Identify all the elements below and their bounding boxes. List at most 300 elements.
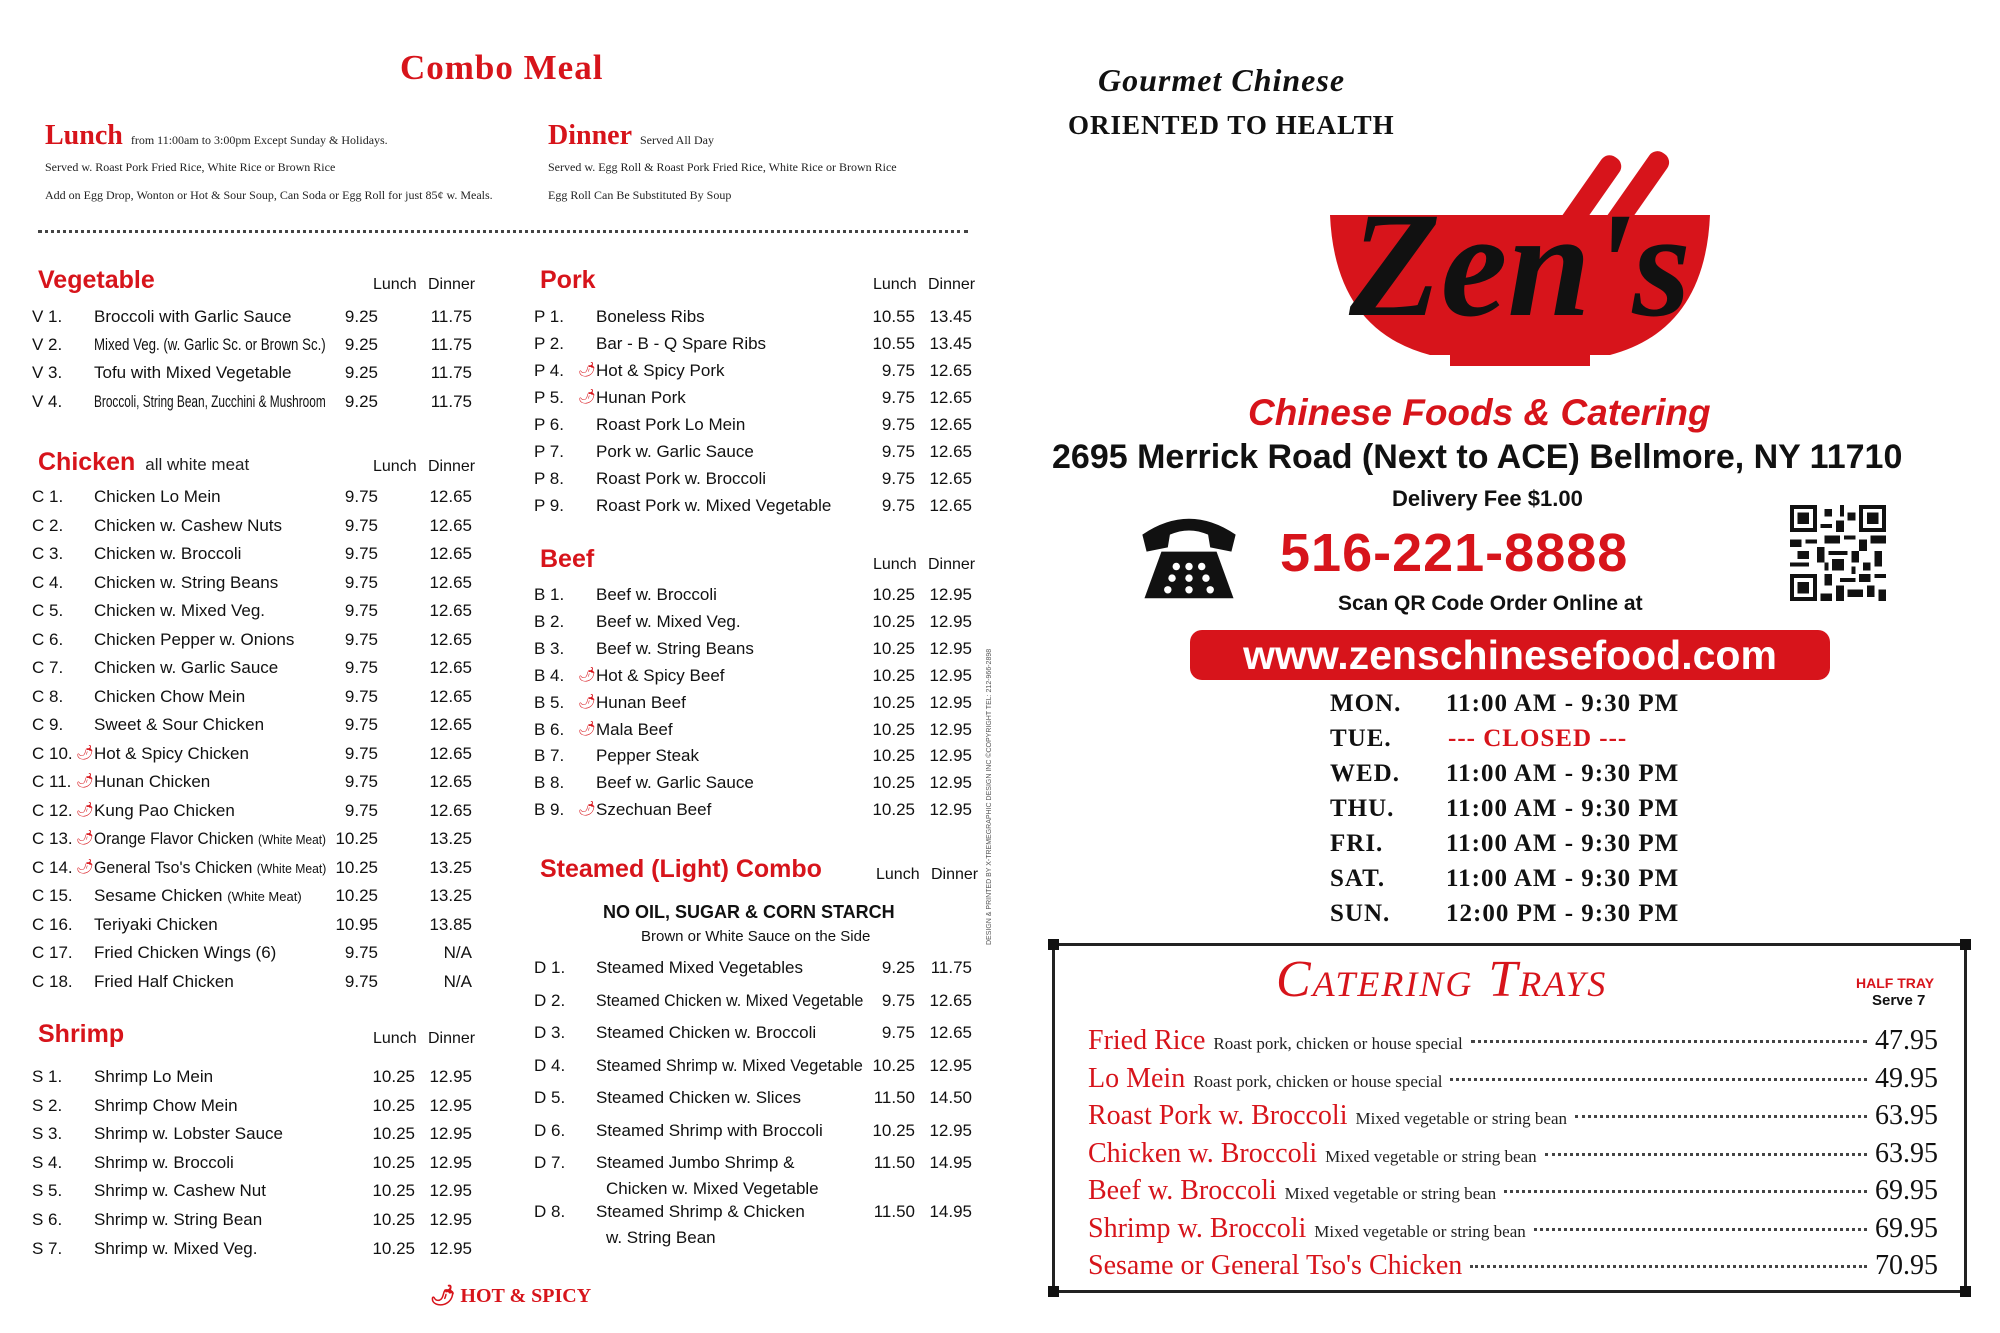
item-name-text: Beef w. String Beans [596,638,754,658]
item-name [596,1023,816,1043]
item-code: S 5. [32,1181,63,1201]
dinner-price: 11.75 [430,363,472,383]
dinner-price: 12.65 [429,487,472,506]
item-name-text: Hunan Beef [596,692,686,712]
item-code: P 7. [534,442,564,461]
item-name [94,829,326,849]
item-name-line2: w. String Bean [606,1227,716,1247]
steamed-note-no-oil: NO OIL, SUGAR & CORN STARCH [603,902,895,922]
item-name-text: Sweet & Sour Chicken [94,715,265,734]
lunch-served: Served w. Roast Pork Fried Rice, White Rice or Brown Rice [45,160,336,174]
item-code: D 1. [534,958,566,977]
item-code: C 2. [32,515,64,535]
steamed-dinner-header: Dinner [931,866,979,883]
dot-leader [1504,1190,1867,1193]
catering-item-name: Shrimp w. Broccoli [1088,1212,1307,1244]
hours-day: TUE. [1330,725,1392,752]
vegetable-title: Vegetable [38,266,155,294]
qr-code[interactable] [1790,505,1886,601]
dot-leader [1471,1040,1867,1043]
lunch-price: 10.25 [335,829,378,848]
dot-leader [1450,1078,1867,1081]
item-name-text: Steamed Chicken w. Broccoli [596,1023,817,1042]
lunch-price: 10.25 [872,800,915,820]
item-name-text: Kung Pao Chicken [94,800,235,820]
hours-day: WED. [1330,760,1400,787]
item-code: V 3. [32,363,63,383]
item-code: C 16. [32,914,73,934]
item-code: C 13. [32,829,73,848]
item-name [596,307,705,327]
lunch-price: 10.25 [872,585,915,604]
lunch-price: 10.25 [872,638,915,658]
item-code: P 5. [534,388,564,407]
catering-item-name: Fried Rice [1088,1025,1206,1056]
item-name-text: Steamed Chicken w. Slices [596,1088,802,1107]
hours-day: SUN. [1330,900,1391,927]
dinner-price: 12.95 [429,1210,472,1229]
item-name [596,693,686,713]
dinner-price: 12.65 [429,658,472,677]
item-note: (White Meat) [256,860,327,876]
catering-item-name: Sesame or General Tso's Chicken [1088,1250,1463,1281]
lunch-price: 10.25 [335,857,378,877]
lunch-price: 9.75 [344,743,378,763]
lunch-price: 10.95 [335,914,378,934]
catering-item-name: Beef w. Broccoli [1088,1175,1277,1206]
lunch-price: 10.25 [372,1152,415,1172]
lunch-price: 10.25 [372,1095,415,1115]
item-name-text: Mala Beef [596,719,673,739]
dinner-price: 12.65 [929,442,972,461]
dinner-price: 14.95 [929,1201,972,1221]
lunch-price: 9.75 [344,971,378,991]
hours-day: MON. [1330,690,1402,717]
catering-item-name: Roast Pork w. Broccoli [1088,1100,1348,1131]
lunch-price: 11.50 [873,1153,915,1172]
item-name [94,972,234,992]
item-code: P 4. [534,361,564,380]
business-hours [1330,690,1790,940]
half-tray-label: HALF TRAY [1856,975,1935,991]
catering-item-price: 70.95 [1875,1250,1938,1281]
catering-item [1088,1138,1938,1172]
item-code: C 1. [32,487,64,506]
item-name-text: Orange Flavor Chicken [94,829,254,848]
dinner-price: N/A [443,943,472,962]
dinner-price: 13.45 [929,307,972,326]
logo-text: Zen's [1349,182,1691,348]
dot-leader [1534,1228,1867,1231]
item-code: S 4. [32,1152,63,1172]
item-name [596,958,803,978]
item-name-text: Beef w. Broccoli [596,585,717,604]
item-name [596,442,754,462]
item-code: P 9. [534,496,564,515]
pepper-icon: 🌶 [430,1285,456,1307]
dinner-header [548,122,714,150]
steamed-note-sauce: Brown or White Sauce on the Side [641,928,871,945]
item-code: D 8. [534,1201,566,1221]
catering-item-desc: Roast pork, chicken or house special [1193,1071,1443,1091]
item-code: B 8. [534,773,565,793]
delivery-fee: Delivery Fee $1.00 [1392,486,1583,511]
item-name [94,1181,266,1201]
lunch-label: Lunch [45,120,123,151]
item-code: P 2. [534,334,564,353]
item-code: V 1. [32,307,63,326]
dinner-price: 12.95 [929,692,972,712]
pepper-icon: 🌶 [76,743,94,760]
catering-item-desc: Mixed vegetable or string bean [1355,1109,1567,1128]
item-code: C 18. [32,971,73,991]
item-name [94,658,278,678]
lunch-price: 9.25 [344,335,378,355]
catering-item-desc: Mixed vegetable or string bean [1325,1146,1537,1166]
dinner-price: 12.65 [929,361,972,380]
dinner-price: 13.85 [429,914,472,934]
item-name [596,639,754,659]
item-name [596,720,673,740]
dinner-price: 12.65 [929,990,972,1010]
item-name-text: Chicken Chow Mein [94,686,246,706]
item-name-text: Shrimp w. Cashew Nut [94,1181,266,1201]
item-code: C 8. [32,686,64,706]
item-name [94,1239,257,1259]
dinner-price: 13.25 [429,829,472,848]
item-name-text: Tofu with Mixed Vegetable [94,363,292,383]
catering-item [1088,1100,1938,1134]
zens-logo [1310,140,1730,370]
item-code: D 4. [534,1055,566,1075]
corner-ornament [1048,939,1059,950]
item-name-text: Chicken w. Cashew Nuts [94,515,283,535]
dinner-price: 13.25 [429,857,472,877]
pepper-icon: 🌶 [76,800,94,817]
item-code: B 3. [534,638,565,658]
dinner-price: N/A [443,971,472,991]
lunch-price: 9.75 [344,943,378,962]
pepper-icon: 🌶 [578,692,596,709]
item-code: B 4. [534,665,565,685]
item-name-text: Shrimp Chow Mein [94,1095,238,1115]
pork-title: Pork [540,266,596,294]
dinner-price: 12.65 [929,496,972,515]
lunch-price: 9.75 [344,572,378,592]
item-name-text: Steamed Shrimp w. Mixed Vegetable [596,1055,863,1075]
item-code: S 6. [32,1210,63,1229]
item-name-text: Chicken Lo Mein [94,487,221,506]
item-name [94,392,326,412]
dinner-price: 12.95 [429,1124,472,1144]
lunch-price: 9.75 [344,658,378,677]
lunch-price: 10.25 [372,1210,415,1229]
item-name-text: Steamed Chicken w. Mixed Vegetable [596,990,864,1010]
catering-item-price: 47.95 [1875,1025,1938,1056]
dinner-price: 12.65 [929,469,972,488]
chicken-title [38,448,249,477]
item-code: D 5. [534,1088,566,1107]
dinner-hours: Served All Day [640,133,714,147]
hours-time: 11:00 AM - 9:30 PM [1446,760,1680,787]
item-name [94,335,326,355]
catering-item-name: Chicken w. Broccoli [1088,1137,1318,1169]
item-name-text: Sesame Chicken [94,886,223,905]
item-name-text: Steamed Shrimp with Broccoli [596,1120,823,1140]
dinner-price: 12.65 [929,388,972,407]
item-name-text: Shrimp w. String Bean [94,1210,263,1229]
serve-count: Serve 7 [1872,992,1926,1009]
lunch-price: 10.55 [872,334,915,353]
item-name [94,943,276,963]
item-code: B 1. [534,585,565,604]
lunch-price: 9.75 [344,487,378,506]
item-name-text: Beef w. Mixed Veg. [596,611,741,631]
corner-ornament [1960,1286,1971,1297]
item-note: (White Meat) [227,889,302,904]
item-name-text: Steamed Mixed Vegetables [596,958,803,977]
item-code: C 6. [32,629,64,649]
dinner-price: 12.65 [429,601,472,620]
lunch-price: 9.25 [344,307,378,326]
website-link[interactable]: www.zenschinesefood.com [1190,630,1830,680]
tagline-gourmet: Gourmet Chinese [1098,62,1346,98]
pork-lunch-header: Lunch [873,276,917,293]
item-name [596,1202,805,1222]
item-code: C 12. [32,800,73,820]
dinner-price: 12.65 [429,629,472,649]
item-code: C 9. [32,715,64,734]
catering-item-price: 69.95 [1875,1175,1938,1206]
pepper-icon: 🌶 [578,800,596,817]
dinner-price: 12.95 [429,1067,472,1086]
item-name-text: Hot & Spicy Pork [596,361,725,380]
item-code: C 4. [32,572,64,592]
item-name [596,469,766,489]
dinner-price: 13.25 [429,886,472,905]
dinner-price: 12.95 [929,611,972,631]
item-name-text: Steamed Jumbo Shrimp & [596,1153,795,1172]
closed-label: --- CLOSED --- [1448,725,1628,752]
pepper-icon: 🌶 [76,857,94,874]
item-code: D 6. [534,1120,566,1140]
dinner-price: 12.95 [929,665,972,685]
dinner-price: 11.75 [430,307,472,326]
item-name-text: Chicken w. Mixed Veg. [94,601,266,620]
dot-leader [1545,1153,1867,1156]
dinner-price: 12.65 [429,743,472,763]
dinner-price: 12.95 [929,800,972,820]
item-name-text: Shrimp Lo Mein [94,1067,214,1086]
hours-time: 11:00 AM - 9:30 PM [1446,865,1680,892]
item-name [94,363,292,383]
lunch-price: 10.25 [872,773,915,793]
item-code: C 15. [32,886,73,905]
lunch-price: 10.25 [335,886,378,905]
item-code: S 1. [32,1067,63,1086]
hours-day: SAT. [1330,865,1386,892]
item-code: C 10. [32,743,73,763]
business-type: Chinese Foods & Catering [1248,392,1711,433]
item-name [94,1153,234,1173]
pepper-icon: 🌶 [578,719,596,736]
item-code: C 14. [32,857,73,877]
catering-item-desc: Mixed vegetable or string bean [1314,1221,1526,1241]
lunch-price: 9.75 [881,415,915,434]
dinner-price: 11.75 [930,958,972,977]
item-name [596,334,766,354]
dinner-price: 11.75 [430,335,472,355]
item-name [94,886,302,906]
item-code: B 7. [534,746,565,766]
lunch-price: 10.25 [372,1067,415,1086]
shrimp-dinner-header: Dinner [428,1030,476,1047]
catering-item [1088,1175,1938,1209]
dinner-price: 12.65 [429,715,472,734]
item-code: B 9. [534,800,565,820]
lunch-price: 10.25 [872,665,915,685]
phone-number[interactable]: 516-221-8888 [1280,523,1629,583]
hours-time: 11:00 AM - 9:30 PM [1446,690,1680,717]
item-name [596,415,745,435]
item-name-text: Hunan Pork [596,388,686,407]
item-name [94,307,291,327]
item-name [94,1124,283,1144]
catering-item [1088,1063,1938,1097]
dinner-price: 12.65 [429,686,472,706]
item-code: B 6. [534,719,565,739]
hours-day: FRI. [1330,830,1384,857]
catering-item [1088,1213,1938,1247]
item-name-text: General Tso's Chicken [94,857,253,877]
item-name-text: Shrimp w. Lobster Sauce [94,1124,283,1144]
catering-item-price: 69.95 [1875,1212,1938,1244]
pepper-icon: 🌶 [578,388,596,404]
dinner-price: 12.95 [929,1120,972,1140]
lunch-price: 9.25 [881,958,915,977]
item-name-text: Chicken w. Broccoli [94,544,242,563]
catering-item [1088,1250,1938,1284]
item-name [94,1067,213,1087]
dinner-price: 14.95 [929,1153,972,1172]
item-code: D 2. [534,990,566,1010]
dinner-price: 12.65 [429,800,472,820]
tagline-health: ORIENTED TO HEALTH [1068,110,1395,140]
item-code: D 3. [534,1023,566,1042]
lunch-addon: Add on Egg Drop, Wonton or Hot & Sour Soup, Can Soda or Egg Roll for just 85¢ w. Meals. [45,188,493,202]
pepper-icon: 🌶 [76,829,94,845]
item-name-line2: Chicken w. Mixed Vegetable [606,1179,819,1198]
item-name-text: Roast Pork w. Mixed Vegetable [596,496,832,515]
address: 2695 Merrick Road (Next to ACE) Bellmore, NY 11710 [1052,438,1903,476]
item-name [596,612,741,632]
dinner-price: 12.65 [929,415,972,434]
beef-title: Beef [540,545,595,573]
dinner-price: 12.95 [429,1095,472,1115]
chicken-title-text: Chicken [38,448,136,476]
dot-leader [1575,1115,1867,1118]
item-name [94,630,294,650]
lunch-price: 10.25 [372,1124,415,1144]
item-name [596,1153,794,1173]
item-name-text: Bar - B - Q Spare Ribs [596,334,767,353]
shrimp-lunch-header: Lunch [373,1030,417,1047]
item-name [596,361,725,381]
item-code: S 2. [32,1095,63,1115]
item-name-text: Hot & Spicy Chicken [94,743,249,763]
lunch-price: 9.75 [344,601,378,620]
item-code: S 7. [32,1238,63,1258]
catering-item-desc: Roast pork, chicken or house special [1213,1034,1463,1053]
lunch-price: 9.75 [881,496,915,515]
dinner-price: 12.65 [429,772,472,791]
chicken-lunch-header: Lunch [373,458,417,475]
item-name [596,666,725,686]
dinner-served: Served w. Egg Roll & Roast Pork Fried Rice, White Rice or Brown Rice [548,160,897,174]
corner-ornament [1048,1286,1059,1297]
lunch-price: 11.50 [873,1088,915,1107]
item-name-text: Broccoli, String Bean, Zucchini & Mushroom [94,391,326,411]
lunch-price: 9.75 [344,515,378,535]
item-name-text: Roast Pork w. Broccoli [596,469,767,488]
lunch-price: 10.55 [872,307,915,326]
dinner-price: 12.65 [429,544,472,563]
dinner-price: 12.95 [929,746,972,766]
item-name-text: Fried Chicken Wings (6) [94,943,277,962]
hours-time: 11:00 AM - 9:30 PM [1446,795,1680,822]
lunch-price: 10.25 [872,746,915,766]
item-name [94,915,218,935]
printer-credit: DESIGN & PRINTED BY X-TREMEGRAPHIC DESIGN INC ©COPYRIGHT TEL: 212-966-2898 [986,648,993,945]
dinner-label: Dinner [548,120,632,151]
item-name [596,746,699,766]
dinner-price: 12.95 [929,719,972,739]
pepper-icon: 🌶 [76,772,94,788]
item-name [596,991,863,1011]
item-name [94,715,264,735]
item-name-text: Fried Half Chicken [94,971,234,991]
lunch-price: 9.75 [881,990,915,1010]
lunch-price: 9.75 [881,1023,915,1042]
lunch-price: 9.25 [344,363,378,383]
dinner-substitute: Egg Roll Can Be Substituted By Soup [548,188,732,202]
item-code: V 4. [32,391,63,411]
catering-item-name: Lo Mein [1088,1062,1186,1094]
dinner-price: 13.45 [929,334,972,353]
lunch-header [45,122,388,150]
dinner-price: 12.65 [429,572,472,592]
lunch-price: 10.25 [372,1238,415,1258]
shrimp-title: Shrimp [38,1020,125,1048]
item-name-text: Shrimp w. Mixed Veg. [94,1238,258,1258]
steamed-lunch-header: Lunch [876,866,920,883]
lunch-price: 9.75 [344,772,378,791]
dinner-price: 11.75 [430,391,472,411]
item-name-text: Boneless Ribs [596,307,705,326]
lunch-price: 10.25 [872,611,915,631]
dinner-price: 12.95 [429,1152,472,1172]
item-name-text: Beef w. Garlic Sauce [596,773,754,793]
item-code: B 2. [534,611,565,631]
item-name-text: Roast Pork Lo Mein [596,415,746,434]
item-note: (White Meat) [257,832,326,847]
item-name-text: Mixed Veg. (w. Garlic Sc. or Brown Sc.) [94,335,326,355]
dinner-price: 12.65 [929,1023,972,1042]
catering-item-price: 49.95 [1875,1062,1938,1094]
pepper-icon: 🌶 [578,665,596,682]
steamed-title: Steamed (Light) Combo [540,855,822,883]
lunch-price: 10.25 [872,1055,915,1075]
